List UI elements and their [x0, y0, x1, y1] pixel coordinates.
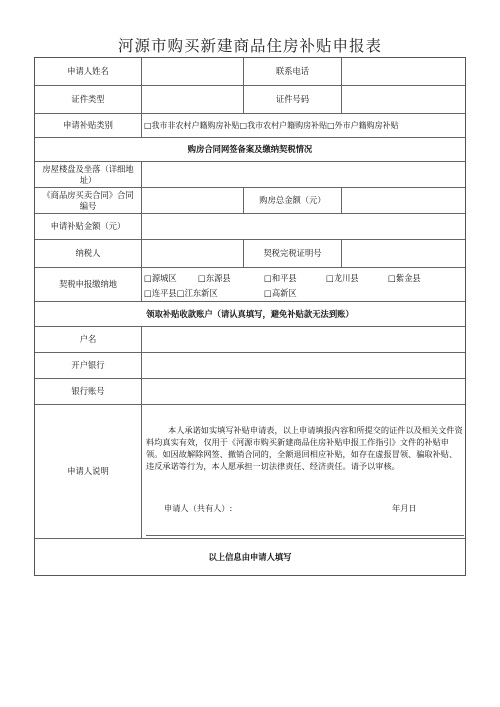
footer-note: 以上信息由申请人填写	[208, 551, 292, 562]
property-address-field[interactable]	[141, 162, 465, 187]
row-applicant	[35, 58, 465, 86]
statement-paragraph: 本人承诺如实填写补贴申请表，以上申请填报内容和所提交的证件以及相关文件资料均真实有效，仅用于《河源市购买新建商品住房补贴申报工作指引》文件的补贴申领。如因故解除网签、撤销合同的，全额退回相应补贴，如存在虚报冒领、骗取补贴、违反承诺等行为，本人愿承担一切法律责任、经济责任。请予以审核。	[146, 425, 463, 471]
tax-place-option[interactable]: □和平县	[264, 273, 297, 283]
row-id	[35, 86, 465, 114]
tax-certificate-field[interactable]	[341, 240, 465, 267]
statement-box	[141, 405, 465, 538]
id-type-label: 证件类型	[71, 94, 105, 105]
applicant-statement-label: 申请人说明	[67, 466, 109, 477]
subsidy-amount-field[interactable]	[141, 214, 465, 239]
account-section-heading: 领取补贴收款账户（请认真填写，避免补贴款无法到账）	[146, 308, 354, 319]
date-label: 年月日	[392, 503, 417, 513]
total-price-field[interactable]	[341, 188, 465, 213]
row-property	[35, 162, 465, 188]
row-tax-location	[35, 268, 465, 302]
tax-place-option[interactable]: □东源县	[198, 273, 231, 283]
row-contract	[35, 188, 465, 214]
account-number-field[interactable]	[141, 379, 465, 404]
row-subsidy-type	[35, 114, 465, 138]
tax-location-options	[141, 268, 465, 301]
form-title: 河源市购买新建商品住房补贴申报表	[117, 37, 382, 55]
subsidy-application-form	[34, 57, 466, 576]
row-footer-note	[35, 539, 465, 575]
subsidy-amount-label: 申请补贴金额（元）	[50, 221, 126, 232]
applicant-name-field[interactable]	[141, 58, 243, 85]
row-account-number	[35, 379, 465, 405]
tax-place-option[interactable]: □源城区	[144, 273, 177, 283]
property-address-label: 房屋楼盘及坐落（详细地址）	[42, 164, 134, 185]
tax-place-option[interactable]: □紫金县	[388, 273, 421, 283]
bank-field[interactable]	[141, 353, 465, 378]
row-account-section	[35, 302, 465, 327]
tax-place-option[interactable]: □高新区	[264, 288, 297, 298]
taxpayer-field[interactable]	[141, 240, 243, 267]
account-name-label: 户名	[79, 334, 97, 345]
applicant-name-label: 申请人姓名	[67, 66, 109, 77]
tax-place-option[interactable]: □连平县□江东新区	[144, 288, 218, 298]
row-taxpayer	[35, 240, 465, 268]
total-price-label: 购房总金额（元）	[243, 188, 341, 213]
contact-phone-label: 联系电话	[243, 58, 341, 85]
contact-phone-field[interactable]	[341, 58, 465, 85]
row-statement	[35, 405, 465, 539]
tax-certificate-label: 契税完税证明号	[243, 240, 341, 267]
signature-line	[146, 535, 464, 536]
id-number-label: 证件号码	[243, 86, 341, 113]
bank-label: 开户银行	[71, 360, 105, 371]
row-bank	[35, 353, 465, 379]
account-number-label: 银行账号	[71, 386, 105, 397]
row-account-name	[35, 327, 465, 353]
account-name-field[interactable]	[141, 327, 465, 352]
row-contract-section	[35, 138, 465, 162]
row-subsidy-amount	[35, 214, 465, 240]
id-type-field[interactable]	[141, 86, 243, 113]
contract-number-label: 《商品房买卖合同》合同编号	[42, 190, 134, 211]
tax-location-label: 契税申报缴纳地	[58, 279, 118, 290]
contract-section-heading: 购房合同网签备案及缴纳契税情况	[187, 144, 313, 155]
signature-label: 申请人（共有人）:	[164, 503, 233, 513]
taxpayer-label: 纳税人	[75, 248, 101, 259]
tax-place-option[interactable]: □龙川县	[326, 273, 359, 283]
contract-number-field[interactable]	[141, 188, 243, 213]
id-number-field[interactable]	[341, 86, 465, 113]
subsidy-type-label: 申请补贴类别	[63, 120, 113, 131]
subsidy-type-options[interactable]: □我市非农村户籍购房补贴□我市农村户籍购房补贴□外市户籍购房补贴	[141, 114, 465, 137]
